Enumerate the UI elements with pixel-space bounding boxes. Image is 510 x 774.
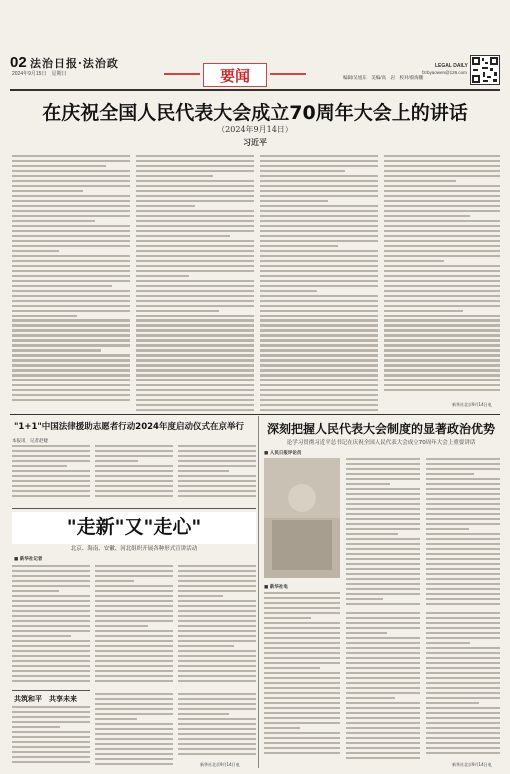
corner-column [12, 706, 90, 768]
main-column-1 [12, 155, 130, 415]
legal-aid-headline: "1+1"中国法律援助志愿者行动2024年度启动仪式在京举行 [14, 422, 244, 432]
main-column-4 [384, 155, 500, 395]
header-rule [10, 89, 500, 91]
photo-placeholder [264, 458, 340, 578]
commentary-column-3b [426, 612, 500, 757]
commentary-column-1b [264, 592, 340, 762]
commentary-credit: 新华社北京9月14日电 [452, 762, 492, 767]
art-top-rule [12, 508, 256, 509]
commentary-tag: ■ 人民日报评论员 [264, 451, 302, 456]
corner-rule [12, 690, 90, 691]
commentary-tag-2: ■ 新华社电 [264, 585, 288, 590]
legal-aid-column-1 [12, 445, 90, 505]
legal-aid-column-3 [178, 445, 256, 505]
commentary-headline: 深刻把握人民代表大会制度的显著政治优势 [266, 422, 495, 436]
main-credit: 新华社北京9月14日电 [452, 402, 492, 407]
qr-pattern [471, 56, 499, 84]
staff-credits: 编辑/吴旭东 美编/高 岩 校对/蔡海鹏 [343, 75, 424, 80]
section-label [203, 63, 267, 87]
art-column-2b [95, 693, 173, 768]
legal-aid-column-2 [95, 445, 173, 505]
main-bottom-rule [10, 414, 500, 415]
art-title: "走新"又"走心" [12, 512, 256, 544]
section-text: 要闻 [219, 66, 250, 85]
corner-headline: 共筑和平 共享未来 [14, 695, 77, 703]
commentary-column-2b [346, 612, 420, 762]
art-column-3 [178, 565, 256, 687]
art-column-2 [95, 565, 173, 687]
legal-daily-label: LEGAL DAILY [435, 63, 468, 69]
qr-code-icon [470, 55, 500, 85]
art-column-1 [12, 565, 90, 687]
art-column-3b [178, 693, 256, 758]
column-divider [258, 416, 259, 768]
dateline: 2024年9月15日 星期日 [12, 71, 67, 77]
legal-aid-byline: 本报讯 记者赵婕 [12, 439, 48, 444]
art-credit: 新华社北京9月14日电 [200, 762, 240, 767]
main-author: 习近平 [243, 137, 267, 147]
main-column-3 [260, 155, 378, 415]
commentary-column-2 [346, 458, 420, 608]
main-date: （2024年9月14日） [217, 125, 293, 134]
page-number: 02 [10, 54, 27, 71]
art-subtitle: 北京、海南、安徽、河北组织开展各种形式宣讲活动 [70, 546, 198, 552]
commentary-subtitle: 论学习贯彻习近平总书记在庆祝全国人民代表大会成立70周年大会上重要讲话 [286, 440, 476, 446]
main-column-2 [136, 155, 254, 415]
art-tag: ■ 新华社记者 [14, 557, 43, 562]
section-wing-right [270, 73, 306, 75]
commentary-column-3 [426, 458, 500, 608]
commentary-photo [264, 458, 340, 578]
masthead: 法治日报·法治政 [30, 57, 119, 70]
email-address: fzrbyaowen@126.com [422, 70, 467, 75]
main-headline: 在庆祝全国人民代表大会成立70周年大会上的讲话 [42, 102, 468, 124]
section-wing-left [164, 73, 200, 75]
